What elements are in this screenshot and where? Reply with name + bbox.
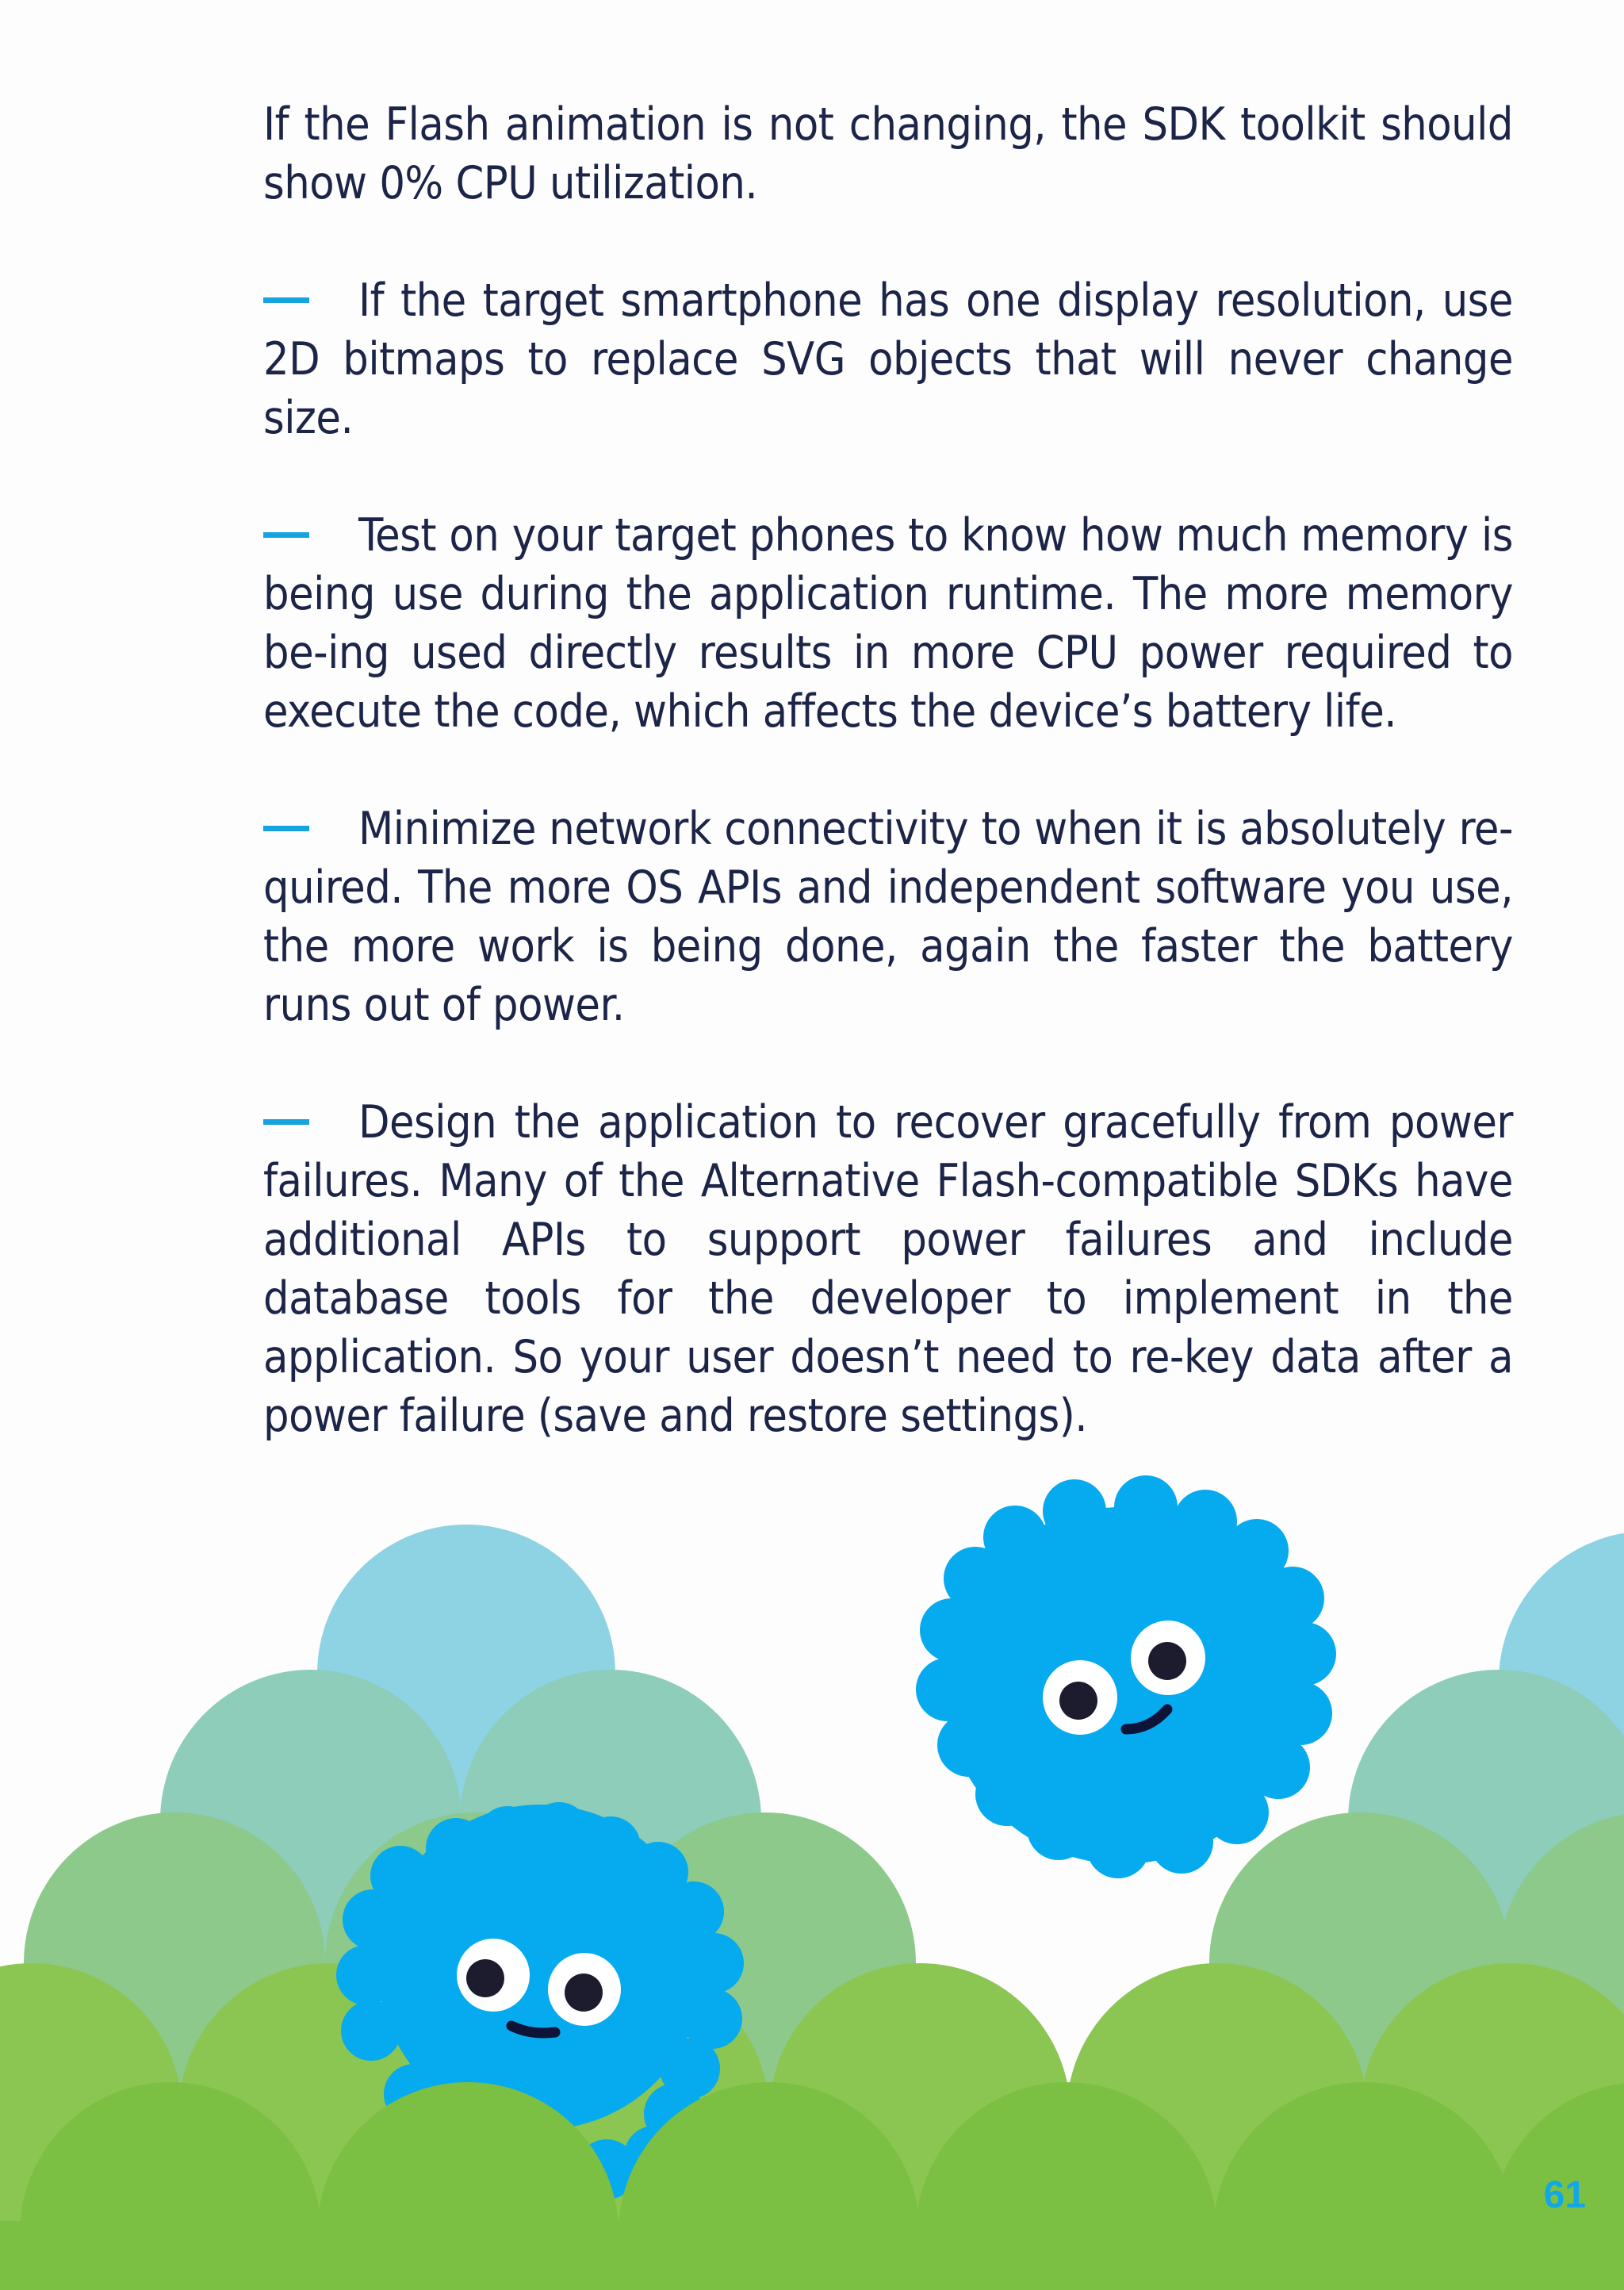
bullet-paragraph: If the target smartphone has one display resolution, use 2D bitmaps to replace SVG objects that will never change size. bbox=[263, 274, 1513, 444]
bullet-paragraph: Test on your target phones to know how much memory is being use during the application runtime. The more memory be-ing used directly results in more CPU power required to execute the code, which affects the device’s battery life. bbox=[263, 509, 1513, 738]
creature-right bbox=[916, 1475, 1336, 1878]
page-number: 61 bbox=[1543, 2174, 1586, 2216]
bullet-paragraph: Minimize network connectivity to when it is absolutely re-quired. The more OS APIs and independent software you use, the more work is being done, again the faster the battery runs out of power. bbox=[263, 803, 1513, 1031]
paragraph-intro: If the Flash animation is not changing, the SDK toolkit should show 0% CPU utilization. bbox=[263, 98, 1513, 209]
front-hills bbox=[0, 2082, 1624, 2290]
bullet-paragraph: Design the application to recover gracefully from power failures. Many of the Alternative Flash-compatible SDKs have additional APIs to support power failures and include database tools for the developer to implement in the application. So your user doesn’t need to re-key data after a power failure (save and restore settings). bbox=[263, 1096, 1513, 1442]
